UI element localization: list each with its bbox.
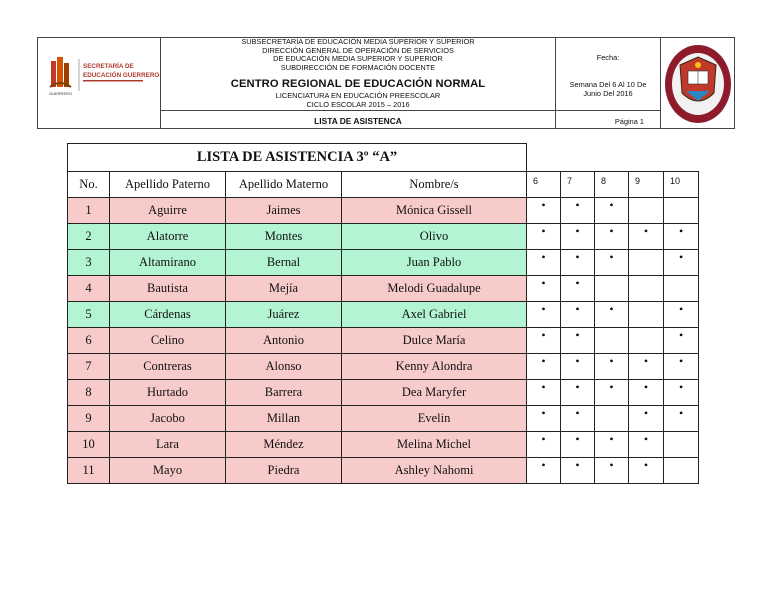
table-row <box>68 380 699 406</box>
logo-text-line1: SECRETARÍA DE <box>83 63 134 70</box>
attendance-present-mark: • <box>595 432 629 458</box>
row-number: 5 <box>68 302 110 328</box>
attendance-present-mark: • <box>527 276 561 302</box>
attendance-present-mark: • <box>527 250 561 276</box>
apellido-paterno-cell: Bautista <box>110 276 226 302</box>
attendance-present-mark: • <box>561 276 595 302</box>
document-header <box>37 37 735 129</box>
apellido-paterno-cell: Jacobo <box>110 406 226 432</box>
table-row <box>68 406 699 432</box>
attendance-present-mark: • <box>629 224 664 250</box>
row-number: 10 <box>68 432 110 458</box>
attendance-present-mark: • <box>561 250 595 276</box>
row-number: 6 <box>68 328 110 354</box>
attendance-rows <box>68 198 699 484</box>
table-row <box>68 432 699 458</box>
col-header-day: 8 <box>595 172 629 198</box>
attendance-present-mark: • <box>664 380 699 406</box>
table-row <box>68 458 699 484</box>
table-row <box>68 250 699 276</box>
apellido-materno-cell: Juárez <box>226 302 342 328</box>
col-header-materno: Apellido Materno <box>226 172 342 198</box>
apellido-materno-cell: Mejía <box>226 276 342 302</box>
row-number: 4 <box>68 276 110 302</box>
table-row <box>68 328 699 354</box>
col-header-nombre: Nombre/s <box>342 172 527 198</box>
attendance-mark-cell <box>629 302 664 328</box>
apellido-paterno-cell: Cárdenas <box>110 302 226 328</box>
header-line: DIRECCIÓN GENERAL DE OPERACIÓN DE SERVICIOS <box>262 45 454 55</box>
table-row <box>68 302 699 328</box>
row-number: 9 <box>68 406 110 432</box>
nombre-cell: Evelin <box>342 406 527 432</box>
attendance-present-mark: • <box>595 380 629 406</box>
nombre-cell: Kenny Alondra <box>342 354 527 380</box>
col-header-day: 10 <box>664 172 699 198</box>
attendance-present-mark: • <box>595 354 629 380</box>
title-blank-cell <box>527 144 699 172</box>
row-number: 3 <box>68 250 110 276</box>
attendance-mark-cell <box>664 432 699 458</box>
nombre-cell: Mónica Gissell <box>342 198 527 224</box>
apellido-paterno-cell: Lara <box>110 432 226 458</box>
attendance-mark-cell <box>629 328 664 354</box>
attendance-mark-cell <box>595 406 629 432</box>
apellido-materno-cell: Bernal <box>226 250 342 276</box>
attendance-present-mark: • <box>527 458 561 484</box>
apellido-paterno-cell: Celino <box>110 328 226 354</box>
col-header-day: 7 <box>561 172 595 198</box>
col-header-day: 6 <box>527 172 561 198</box>
row-number: 11 <box>68 458 110 484</box>
attendance-mark-cell <box>664 198 699 224</box>
col-header-paterno: Apellido Paterno <box>110 172 226 198</box>
apellido-paterno-cell: Alatorre <box>110 224 226 250</box>
table-row <box>68 198 699 224</box>
attendance-present-mark: • <box>664 302 699 328</box>
attendance-present-mark: • <box>629 458 664 484</box>
table-row <box>68 354 699 380</box>
nombre-cell: Melina Michel <box>342 432 527 458</box>
attendance-present-mark: • <box>664 224 699 250</box>
row-number: 2 <box>68 224 110 250</box>
nombre-cell: Axel Gabriel <box>342 302 527 328</box>
apellido-paterno-cell: Aguirre <box>110 198 226 224</box>
attendance-present-mark: • <box>527 432 561 458</box>
apellido-paterno-cell: Altamirano <box>110 250 226 276</box>
apellido-materno-cell: Méndez <box>226 432 342 458</box>
row-number: 1 <box>68 198 110 224</box>
attendance-present-mark: • <box>561 432 595 458</box>
attendance-present-mark: • <box>595 198 629 224</box>
attendance-present-mark: • <box>629 380 664 406</box>
apellido-paterno-cell: Hurtado <box>110 380 226 406</box>
attendance-present-mark: • <box>664 406 699 432</box>
attendance-mark-cell <box>629 198 664 224</box>
attendance-present-mark: • <box>629 406 664 432</box>
document-title: LISTA DE ASISTENCA <box>314 116 402 126</box>
row-number: 7 <box>68 354 110 380</box>
nombre-cell: Melodi Guadalupe <box>342 276 527 302</box>
apellido-paterno-cell: Contreras <box>110 354 226 380</box>
apellido-materno-cell: Antonio <box>226 328 342 354</box>
attendance-present-mark: • <box>561 198 595 224</box>
nombre-cell: Juan Pablo <box>342 250 527 276</box>
table-title: LISTA DE ASISTENCIA 3º “A” <box>68 144 527 172</box>
attendance-present-mark: • <box>629 354 664 380</box>
col-header-day: 9 <box>629 172 664 198</box>
attendance-mark-cell <box>595 276 629 302</box>
attendance-present-mark: • <box>527 302 561 328</box>
col-header-no: No. <box>68 172 110 198</box>
logo-state-label: GUERRERO <box>49 91 73 96</box>
attendance-present-mark: • <box>561 458 595 484</box>
attendance-present-mark: • <box>527 354 561 380</box>
header-institution-lines <box>161 38 555 72</box>
attendance-mark-cell <box>629 276 664 302</box>
attendance-present-mark: • <box>664 354 699 380</box>
header-line: SUBDIRECCIÓN DE FORMACIÓN DOCENTE <box>280 62 436 72</box>
attendance-mark-cell <box>664 458 699 484</box>
nombre-cell: Dulce María <box>342 328 527 354</box>
logo-text-line2: EDUCACIÓN GUERRERO <box>83 72 159 79</box>
attendance-present-mark: • <box>595 250 629 276</box>
table-row <box>68 224 699 250</box>
attendance-present-mark: • <box>595 302 629 328</box>
attendance-present-mark: • <box>561 354 595 380</box>
attendance-present-mark: • <box>561 406 595 432</box>
page-number: Página 1 <box>614 117 644 126</box>
attendance-present-mark: • <box>561 302 595 328</box>
secretaria-educacion-guerrero-logo <box>47 51 159 101</box>
apellido-materno-cell: Alonso <box>226 354 342 380</box>
apellido-materno-cell: Montes <box>226 224 342 250</box>
attendance-present-mark: • <box>527 406 561 432</box>
table-row <box>68 276 699 302</box>
nombre-cell: Olivo <box>342 224 527 250</box>
attendance-present-mark: • <box>629 432 664 458</box>
attendance-present-mark: • <box>595 458 629 484</box>
header-line: DE EDUCACIÓN MEDIA SUPERIOR Y SUPERIOR <box>273 54 443 64</box>
nombre-cell: Dea Maryfer <box>342 380 527 406</box>
attendance-mark-cell <box>664 276 699 302</box>
attendance-table <box>67 143 699 484</box>
attendance-present-mark: • <box>595 224 629 250</box>
school-name: CENTRO REGIONAL DE EDUCACIÓN NORMAL <box>230 78 486 90</box>
attendance-present-mark: • <box>561 224 595 250</box>
attendance-present-mark: • <box>664 328 699 354</box>
attendance-present-mark: • <box>561 380 595 406</box>
header-line: SUBSECRETARÍA DE EDUCACIÓN MEDIA SUPERIOR Y SUPERIOR <box>241 37 475 46</box>
apellido-materno-cell: Barrera <box>226 380 342 406</box>
attendance-mark-cell <box>629 250 664 276</box>
apellido-materno-cell: Millan <box>226 406 342 432</box>
apellido-materno-cell: Piedra <box>226 458 342 484</box>
apellido-paterno-cell: Mayo <box>110 458 226 484</box>
attendance-present-mark: • <box>664 250 699 276</box>
attendance-mark-cell <box>595 328 629 354</box>
attendance-present-mark: • <box>527 224 561 250</box>
week-line-1: Semana Del 6 Al 10 De <box>569 80 647 89</box>
nombre-cell: Ashley Nahomi <box>342 458 527 484</box>
attendance-present-mark: • <box>527 198 561 224</box>
row-number: 8 <box>68 380 110 406</box>
school-crest-logo <box>662 41 734 127</box>
fecha-label: Fecha: <box>596 53 620 62</box>
attendance-present-mark: • <box>527 328 561 354</box>
apellido-materno-cell: Jaimes <box>226 198 342 224</box>
school-cycle: CICLO ESCOLAR 2015 – 2016 <box>306 100 410 109</box>
week-line-2: Junio Del 2016 <box>583 89 633 98</box>
attendance-present-mark: • <box>561 328 595 354</box>
program-name: LICENCIATURA EN EDUCACIÓN PREESCOLAR <box>275 91 441 100</box>
attendance-present-mark: • <box>527 380 561 406</box>
